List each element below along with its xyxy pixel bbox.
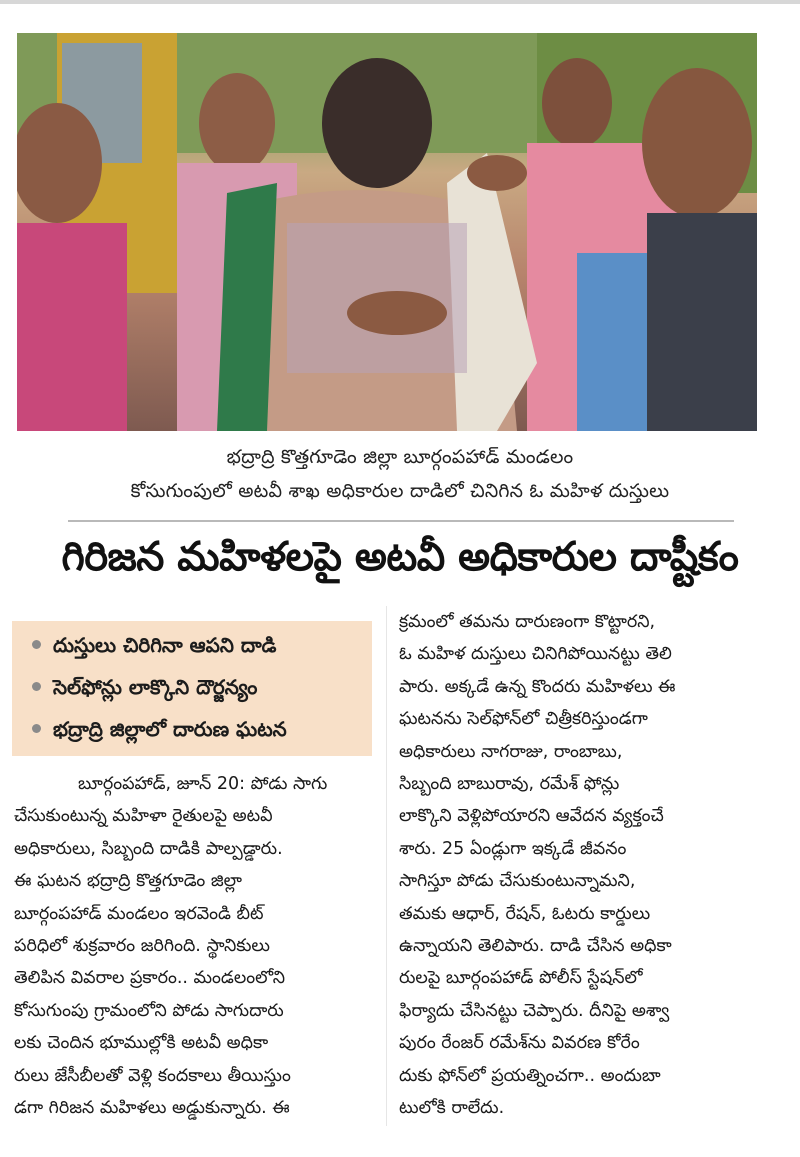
article-line: చేసుకుంటున్న మహిళా రైతులపై అటవీ (14, 806, 273, 827)
bullet-icon (32, 682, 41, 691)
divider (68, 520, 734, 522)
highlight-text: భద్రాద్రి జిల్లాలో దారుణ ఘటన (53, 717, 287, 741)
article-line: ఈ ఘటన భద్రాద్రి కొత్తగూడెం జిల్లా (14, 871, 242, 892)
article-line: అధికారులు, సిబ్బంది దాడికి పాల్పడ్డారు. (14, 838, 283, 859)
article-line: లాక్కొని వెళ్లిపోయారని ఆవేదన వ్యక్తంచే (399, 806, 664, 827)
highlights-box (12, 621, 372, 756)
top-rule (0, 0, 800, 4)
highlight-item (32, 633, 276, 662)
article-line: టులోకి రాలేదు. (399, 1098, 505, 1119)
article-line: సాగిస్తూ పోడు చేసుకుంటున్నామని, (399, 871, 636, 892)
bullet-icon (32, 640, 41, 649)
article-line: రులపై బూర్గంపహాడ్‌ పోలీస్‌ స్టేషన్‌లో (399, 968, 643, 989)
article-line: క్రమంలో తమను దారుణంగా కొట్టారని, (399, 612, 656, 632)
photo-caption-line-2: కోసుగుంపులో అటవీ శాఖ అధికారుల దాడిలో చినిగిన ఓ మహిళ దుస్తులు (130, 480, 670, 502)
article-column-right (399, 606, 757, 1125)
news-photo (17, 33, 757, 431)
article-line: తెలిపిన వివరాల ప్రకారం.. మండలంలోని (14, 968, 286, 989)
article-line: ఘటనను సెల్‌ఫోన్‌లో చిత్రీకరిస్తుండగా (399, 709, 648, 730)
article-line: కోసుగుంపు గ్రామంలోని పోడు సాగుదారు (14, 1000, 284, 1021)
article-line: ఫిర్యాదు చేసినట్టు చెప్పారు. దీనిపై అశ్వా (399, 1000, 670, 1021)
photo-caption-line-1: భద్రాద్రి కొత్తగూడెం జిల్లా బూర్గంపహాడ్‌ మండలం (226, 446, 574, 468)
article-line: డగా గిరిజన మహిళలు అడ్డుకున్నారు. ఈ (14, 1098, 290, 1119)
article-line: బూర్గంపహాడ్‌ మండలం ఇరవెండి బీట్‌ (14, 903, 264, 924)
article-line: లకు చెందిన భూముల్లోకి అటవీ అధికా (14, 1033, 269, 1054)
column-divider (386, 606, 387, 1126)
highlight-item (32, 675, 257, 704)
news-photo-illustration (17, 33, 757, 431)
article-column-left (14, 768, 374, 1124)
headline: గిరిజన మహిళలపై అటవీ అధికారుల దాష్టీకం (61, 534, 739, 580)
bullet-icon (32, 724, 41, 733)
article-line: పురం రేంజర్‌ రమేశ్‌ను వివరణ కోరేం (399, 1033, 640, 1054)
article-line: అధికారులు నాగరాజు, రాంబాబు, (399, 741, 623, 762)
article-line: శారు. 25 ఏండ్లుగా ఇక్కడే జీవనం (399, 838, 627, 859)
article-line: సిబ్బంది బాబురావు, రమేశ్‌ ఫోన్లు (399, 774, 620, 795)
article-line: పారు. అక్కడే ఉన్న కొందరు మహిళలు ఈ (399, 676, 676, 697)
article-line: ఓ మహిళ దుస్తులు చినిగిపోయినట్టు తెలి (399, 644, 672, 665)
article-line: బూర్గంపహాడ్‌, జూన్‌ 20: పోడు సాగు (78, 774, 328, 794)
article-line: పరిధిలో శుక్రవారం జరిగింది. స్థానికులు (14, 936, 270, 957)
highlight-text: దుస్తులు చిరిగినా ఆపని దాడి (53, 633, 277, 657)
article-line: ఉన్నాయని తెలిపారు. దాడి చేసిన అధికా (399, 936, 672, 957)
article-line: దుకు ఫోన్‌లో ప్రయత్నించగా.. అందుబా (399, 1065, 661, 1086)
article-line: తమకు ఆధార్‌, రేషన్‌, ఓటరు కార్డులు (399, 903, 651, 924)
highlight-text: సెల్‌ఫోన్లు లాక్కొని దౌర్జన్యం (53, 675, 258, 699)
highlight-item (32, 717, 287, 746)
article-line: రులు జేసీబీలతో వెళ్లి కందకాలు తీయిస్తుం (14, 1065, 291, 1086)
